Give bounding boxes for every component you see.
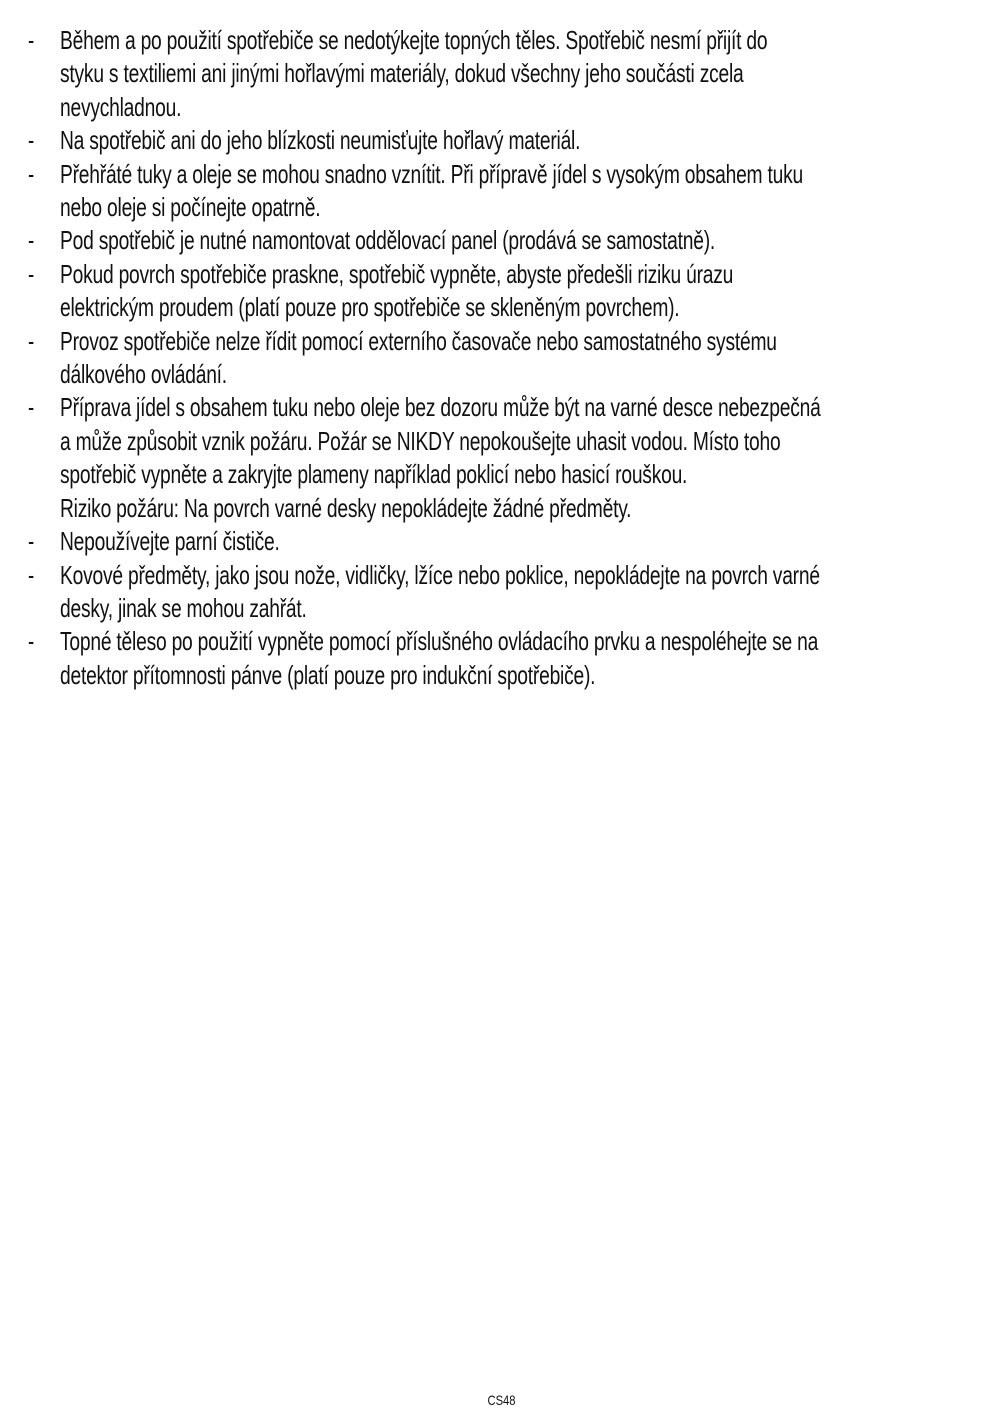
text-line: spotřebič vypněte a zakryjte plameny například poklicí nebo hasicí rouškou. xyxy=(60,459,688,490)
text-line: nebo oleje si počínejte opatrně. xyxy=(60,192,321,223)
document-body xyxy=(28,24,978,692)
list-bullet: - xyxy=(28,559,35,590)
text-line: Během a po použití spotřebiče se nedotýkejte topných těles. Spotřebič nesmí přijít do xyxy=(60,25,768,55)
list-bullet: - xyxy=(28,158,35,189)
list-item xyxy=(28,158,978,225)
list-item xyxy=(28,224,978,257)
text-line: desky, jinak se mohou zahřát. xyxy=(60,592,307,623)
list-item-text xyxy=(60,325,1004,392)
safety-instructions-list xyxy=(28,24,978,692)
text-line: dálkového ovládání. xyxy=(60,359,227,390)
page-number-text: CS48 xyxy=(487,1392,517,1408)
list-bullet: - xyxy=(28,225,35,256)
text-line: a může způsobit vznik požáru. Požár se NIKDY nepokoušejte uhasit vodou. Místo toho xyxy=(60,425,781,456)
list-item-text xyxy=(60,24,1004,124)
list-item xyxy=(28,391,978,525)
text-line: Přehřáté tuky a oleje se mohou snadno vznítit. Při přípravě jídel s vysokým obsahem tuku xyxy=(60,158,803,189)
list-item xyxy=(28,124,978,157)
list-item-text xyxy=(60,158,1004,225)
list-item-text xyxy=(60,224,978,257)
page-number xyxy=(0,1391,1004,1409)
text-line: styku s textiliemi ani jinými hořlavými materiály, dokud všechny jeho součásti zcela xyxy=(60,58,744,89)
list-bullet: - xyxy=(28,526,35,557)
list-item xyxy=(28,24,978,124)
list-bullet: - xyxy=(28,25,35,55)
list-bullet: - xyxy=(28,125,35,156)
list-bullet: - xyxy=(28,258,35,289)
list-item xyxy=(28,559,978,626)
text-line: Riziko požáru: Na povrch varné desky nepokládejte žádné předměty. xyxy=(60,492,632,523)
list-item-text xyxy=(60,625,1004,692)
list-item xyxy=(28,258,978,325)
list-bullet: - xyxy=(28,392,35,423)
text-line: Kovové předměty, jako jsou nože, vidličky, lžíce nebo poklice, nepokládejte na povrch varné xyxy=(60,559,820,590)
text-line: nevychladnou. xyxy=(60,91,182,122)
list-item xyxy=(28,325,978,392)
list-item-text xyxy=(60,124,978,157)
list-item xyxy=(28,625,978,692)
list-item-text xyxy=(60,258,978,325)
text-line: Pod spotřebič je nutné namontovat oddělovací panel (prodává se samostatně). xyxy=(60,225,716,256)
text-line: Topné těleso po použití vypněte pomocí příslušného ovládacího prvku a nespoléhejte se na xyxy=(60,626,819,657)
list-bullet: - xyxy=(28,626,35,657)
list-item-text xyxy=(60,391,1004,525)
list-item xyxy=(28,525,978,558)
list-bullet: - xyxy=(28,325,35,356)
text-line: detektor přítomnosti pánve (platí pouze pro indukční spotřebiče). xyxy=(60,659,596,690)
text-line: elektrickým proudem (platí pouze pro spotřebiče se skleněným povrchem). xyxy=(60,292,680,323)
text-line: Na spotřebič ani do jeho blízkosti neumisťujte hořlavý materiál. xyxy=(60,125,581,156)
text-line: Pokud povrch spotřebiče praskne, spotřebič vypněte, abyste předešli riziku úrazu xyxy=(60,258,734,289)
list-item-text xyxy=(60,525,978,558)
text-line: Příprava jídel s obsahem tuku nebo oleje bez dozoru může být na varné desce nebezpečná xyxy=(60,392,821,423)
text-line: Nepoužívejte parní čističe. xyxy=(60,526,280,557)
text-line: Provoz spotřebiče nelze řídit pomocí externího časovače nebo samostatného systému xyxy=(60,325,777,356)
list-item-text xyxy=(60,559,1004,626)
